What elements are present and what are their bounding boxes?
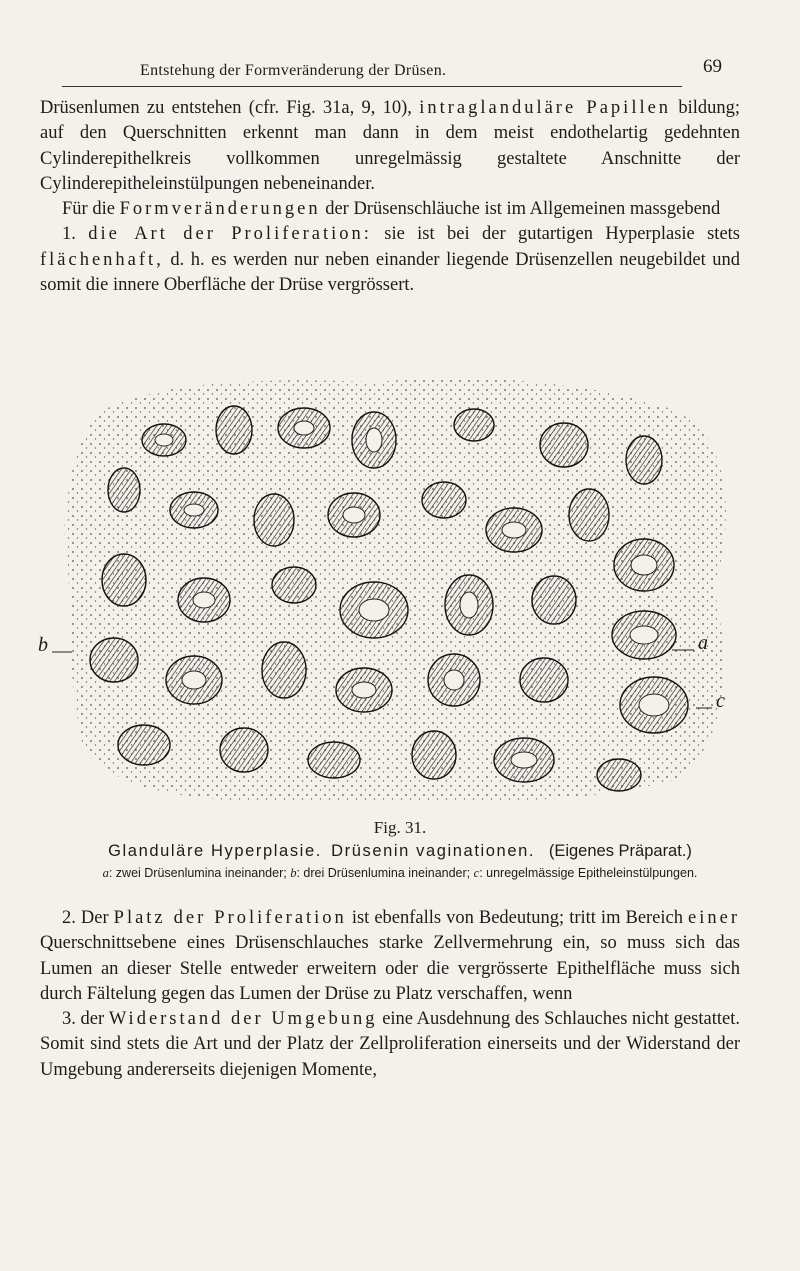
paragraph-formveraenderungen: Für die Formveränderungen der Drüsenschläuche ist im Allgemeinen massgebend	[62, 199, 721, 220]
paragraph-platz-der-proliferation: 2. Der Platz der Proliferation ist ebenfalls von Bedeutung; tritt im Bereich einer Querschnittsebene eines Drüsenschlauches starke Zellvermehrung ein, so muss sich das Lumen an dieser Stelle entweder erweitern oder die vergrösserte Epithelfläche muss sich durch Fältelung gegen das Lumen der Drüse zu Platz verschaffen, wenn	[40, 908, 740, 1004]
page-number: 69	[703, 56, 722, 77]
figure-title: Glanduläre Hyperplasie. Drüsenin vaginationen. (Eigenes Präparat.)	[108, 842, 692, 860]
running-header	[62, 56, 722, 84]
running-header-title: Entstehung der Formveränderung der Drüsen.	[140, 62, 447, 79]
paragraph-papillen: Drüsenlumen zu entstehen (cfr. Fig. 31a, 9, 10), intraglanduläre Papillen bildung; auf den Querschnitten erkennt man dann in dem meist endothelartig gedehnten Cylinderepithelkreis vollkommen unregelmässig gestaltete Anschnitte der Cylinderepitheleinstülpungen nebeneinander.	[40, 98, 740, 194]
figure-legend: a: zwei Drüsenlumina ineinander; b: drei Drüsenlumina ineinander; c: unregelmässige Epitheleinstülpungen.	[102, 866, 698, 880]
text-block-bottom	[40, 906, 740, 1083]
figure-label-b: b	[38, 634, 48, 656]
header-rule	[62, 86, 682, 87]
figure-number: Fig. 31.	[373, 818, 427, 837]
figure-31-illustration	[38, 370, 744, 810]
text-block-top	[40, 96, 740, 298]
gland-section-drawing	[44, 370, 744, 810]
paragraph-widerstand: 3. der Widerstand der Umgebung eine Ausdehnung des Schlauches nicht gestattet. Somit sind stets die Art und der Platz der Zellproliferation einerseits und der Widerstand der Umgebung andererseits diejenigen Momente,	[40, 1009, 740, 1080]
figure-label-a: a	[698, 632, 708, 654]
paragraph-art-der-proliferation: 1. die Art der Proliferation: sie ist bei der gutartigen Hyperplasie stets flächenhaft, d. h. es werden nur neben einander liegende Drüsenzellen neugebildet und somit die innere Oberfläche der Drüse vergrössert.	[40, 224, 740, 296]
figure-label-c: c	[716, 690, 725, 712]
